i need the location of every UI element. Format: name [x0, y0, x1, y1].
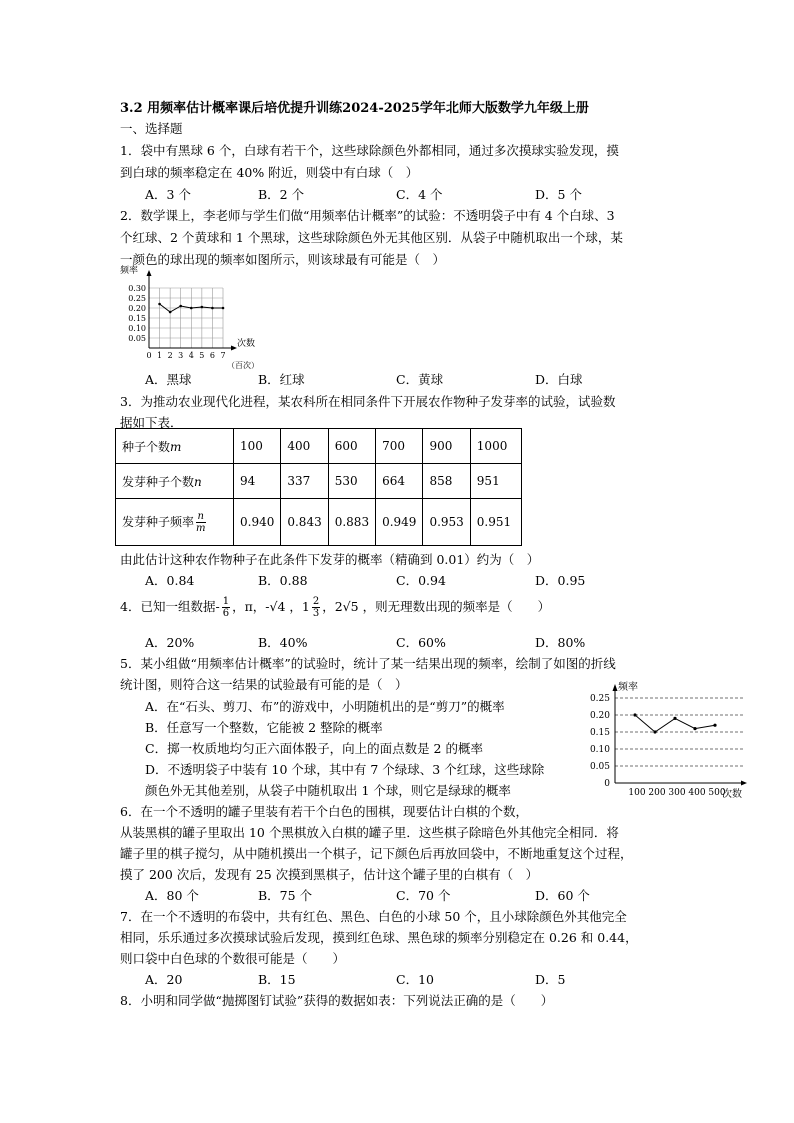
- q4-option-d: D．80%: [535, 635, 586, 650]
- q6-line-2: 从装黑棋的罐子里取出 10 个黑棋放入白棋的罐子里．这些棋子除暗色外其他完全相同．将: [120, 825, 619, 840]
- table-cell: 664: [376, 464, 423, 499]
- q6-line-1: 6．在一个不透明的罐子里装有若干个白色的围棋，现要估计白棋的个数，: [120, 804, 528, 819]
- q4-option-b: B．40%: [258, 635, 308, 650]
- q7-line-2: 相同，乐乐通过多次摸球试验后发现，摸到红色球、黑色球的频率分别稳定在 0.26 和 0.44，: [120, 930, 638, 945]
- y-axis-label: 频率: [618, 682, 638, 693]
- x-tick-label: 500: [708, 788, 726, 798]
- q5-line-2: 统计图，则符合这一结果的试验最有可能的是（ ）: [120, 677, 408, 692]
- x-tick-label: 7: [220, 351, 226, 360]
- q5-frequency-chart: [585, 678, 750, 800]
- q6-option-a: A．80 个: [145, 888, 199, 903]
- q1-option-a: A．3 个: [145, 187, 191, 202]
- q3-option-d: D．0.95: [535, 573, 586, 588]
- x-tick-label: 6: [209, 351, 215, 360]
- q7-line-3: 则口袋中白色球的个数很可能是（ ）: [120, 951, 346, 966]
- q1-option-c: C．4 个: [396, 187, 443, 202]
- table-cell: 0.953: [423, 499, 470, 546]
- q1-option-d: D．5 个: [535, 187, 582, 202]
- y-tick-label: 0: [604, 779, 610, 789]
- table-cell: 1000: [470, 429, 521, 464]
- q2-option-c: C．黄球: [396, 372, 444, 387]
- x-tick-label: 5: [199, 351, 205, 360]
- y-tick-label: 0.20: [589, 711, 610, 721]
- table-cell: 0.883: [328, 499, 375, 546]
- data-point: [190, 307, 193, 310]
- data-point: [222, 307, 225, 310]
- y-tick-label: 0.15: [589, 728, 610, 738]
- q7-option-c: C．10: [396, 972, 434, 987]
- table-cell: 0.940: [234, 499, 281, 546]
- table-cell: 0.949: [376, 499, 423, 546]
- x-axis-label: 次数: [237, 339, 256, 349]
- q2-option-d: D．白球: [535, 372, 583, 387]
- q5-option-d: D．不透明袋子中装有 10 个球，其中有 7 个绿球、3 个红球，这些球除: [145, 762, 545, 777]
- table-cell: 530: [328, 464, 375, 499]
- table-cell: 0.951: [470, 499, 521, 546]
- y-axis-arrow: [147, 270, 152, 276]
- x-tick-label: 0: [146, 351, 152, 360]
- q7-option-d: D．5: [535, 972, 566, 987]
- q6-option-b: B．75 个: [258, 888, 313, 903]
- q2-line-1: 2．数学课上，李老师与学生们做“用频率估计概率”的试验：不透明袋子中有 4 个白球、3: [120, 208, 615, 223]
- q6-option-d: D．60 个: [535, 888, 590, 903]
- q2-line-2: 个红球、2 个黄球和 1 个黑球，这些球除颜色外无其他区别．从袋子中随机取出一个球，某: [120, 230, 623, 245]
- table-cell: 858: [423, 464, 470, 499]
- x-axis-unit: （百次）: [227, 361, 259, 370]
- q2-frequency-chart: [112, 262, 272, 372]
- q4-stem: 4．已知一组数据- $\frac{1}{6}$ ，π，-√4 ，1 $\frac{2}{3}$ ，2√5 ，则无理数出现的频率是（ ）: [120, 596, 551, 619]
- section-heading: 一、选择题: [120, 121, 183, 136]
- q5-option-c: C．掷一枚质地均匀正六面体骰子，向上的面点数是 2 的概率: [145, 741, 483, 756]
- seed-germination-table: [115, 428, 522, 546]
- data-point: [211, 307, 214, 310]
- y-tick-label: 0.15: [128, 314, 146, 323]
- data-point: [693, 727, 696, 730]
- q2-option-a: A．黑球: [145, 372, 192, 387]
- q5-option-b: B．任意写一个整数，它能被 2 整除的概率: [145, 720, 383, 735]
- page-title: 3.2 用频率估计概率课后培优提升训练2024-2025学年北师大版数学九年级上册: [120, 101, 589, 116]
- q8-line-1: 8．小明和同学做“抛掷图钉试验”获得的数据如表：下列说法正确的是（ ）: [120, 993, 554, 1008]
- q3-conclusion: 由此估计这种农作物种子在此条件下发芽的概率（精确到 0.01）约为（ ）: [120, 552, 540, 567]
- row-header-seeds: 种子个数m: [116, 429, 234, 464]
- y-tick-label: 0.25: [128, 294, 146, 303]
- y-tick-label: 0.10: [589, 745, 610, 755]
- table-row: [116, 429, 522, 464]
- table-cell: 900: [423, 429, 470, 464]
- x-axis-arrow: [741, 781, 747, 786]
- data-point: [179, 305, 182, 308]
- table-row: [116, 499, 522, 546]
- y-tick-label: 0.05: [128, 334, 146, 343]
- table-cell: 600: [328, 429, 375, 464]
- data-point: [158, 303, 161, 306]
- x-tick-label: 200: [648, 788, 666, 798]
- q1-option-b: B．2 个: [258, 187, 305, 202]
- q2-option-b: B．红球: [258, 372, 305, 387]
- q6-option-c: C．70 个: [396, 888, 451, 903]
- table-cell: 951: [470, 464, 521, 499]
- x-tick-label: 400: [688, 788, 706, 798]
- q4-option-c: C．60%: [396, 635, 446, 650]
- y-tick-label: 0.05: [589, 762, 610, 772]
- q3-option-a: A．0.84: [145, 573, 195, 588]
- table-cell: 400: [281, 429, 328, 464]
- q6-line-3: 罐子里的棋子搅匀，从中随机摸出一个棋子，记下颜色后再放回袋中，不断地重复这个过程，: [120, 846, 633, 861]
- x-tick-label: 100: [628, 788, 646, 798]
- q5-line-1: 5．某小组做“用频率估计概率”的试验时，统计了某一结果出现的频率，绘制了如图的折线: [120, 656, 616, 671]
- q1-line-2: 到白球的频率稳定在 40% 附近，则袋中有白球（ ）: [120, 165, 419, 180]
- q2-line-3: 一颜色的球出现的频率如图所示，则该球最有可能是（ ）: [120, 252, 446, 267]
- q5-option-a: A．在“石头、剪刀、布”的游戏中，小明随机出的是“剪刀”的概率: [145, 699, 505, 714]
- row-header-frequency: 发芽种子频率 $\frac{n}{m}$: [116, 499, 234, 546]
- x-tick-label: 1: [157, 351, 163, 360]
- data-point: [633, 713, 636, 716]
- data-point: [713, 724, 716, 727]
- x-tick-label: 300: [668, 788, 686, 798]
- y-axis-label: 频率: [120, 266, 139, 276]
- q3-option-c: C．0.94: [396, 573, 446, 588]
- table-cell: 0.843: [281, 499, 328, 546]
- q5-option-d-cont: 颜色外无其他差别，从袋子中随机取出 1 个球，则它是绿球的概率: [145, 783, 511, 798]
- q3-line-2: 据如下表．: [120, 415, 183, 430]
- data-point: [201, 306, 204, 309]
- table-cell: 700: [376, 429, 423, 464]
- q3-option-b: B．0.88: [258, 573, 308, 588]
- data-point: [673, 717, 676, 720]
- y-tick-label: 0.30: [128, 284, 146, 293]
- data-point: [653, 730, 656, 733]
- q6-line-4: 摸了 200 次后，发现有 25 次摸到黑棋子，估计这个罐子里的白棋有（ ）: [120, 867, 539, 882]
- data-point: [169, 311, 172, 314]
- q7-option-b: B．15: [258, 972, 296, 987]
- y-tick-label: 0.10: [128, 324, 146, 333]
- y-axis-arrow: [613, 684, 618, 691]
- table-cell: 100: [234, 429, 281, 464]
- table-cell: 337: [281, 464, 328, 499]
- q4-option-a: A．20%: [145, 635, 195, 650]
- q7-option-a: A．20: [145, 972, 183, 987]
- x-tick-label: 2: [167, 351, 173, 360]
- y-tick-label: 0.25: [589, 694, 610, 704]
- x-axis-label: 次数: [722, 789, 742, 800]
- x-tick-label: 3: [178, 351, 184, 360]
- table-cell: 94: [234, 464, 281, 499]
- y-tick-label: 0.20: [128, 304, 146, 313]
- row-header-germinated: 发芽种子个数n: [116, 464, 234, 499]
- q1-line-1: 1．袋中有黑球 6 个，白球有若干个，这些球除颜色外都相同，通过多次摸球实验发现，摸: [120, 143, 619, 158]
- table-row: [116, 464, 522, 499]
- q3-line-1: 3．为推动农业现代化进程，某农科所在相同条件下开展农作物种子发芽率的试验，试验数: [120, 394, 616, 409]
- q7-line-1: 7．在一个不透明的布袋中，共有红色、黑色、白色的小球 50 个，且小球除颜色外其他完全: [120, 909, 627, 924]
- x-tick-label: 4: [188, 351, 194, 360]
